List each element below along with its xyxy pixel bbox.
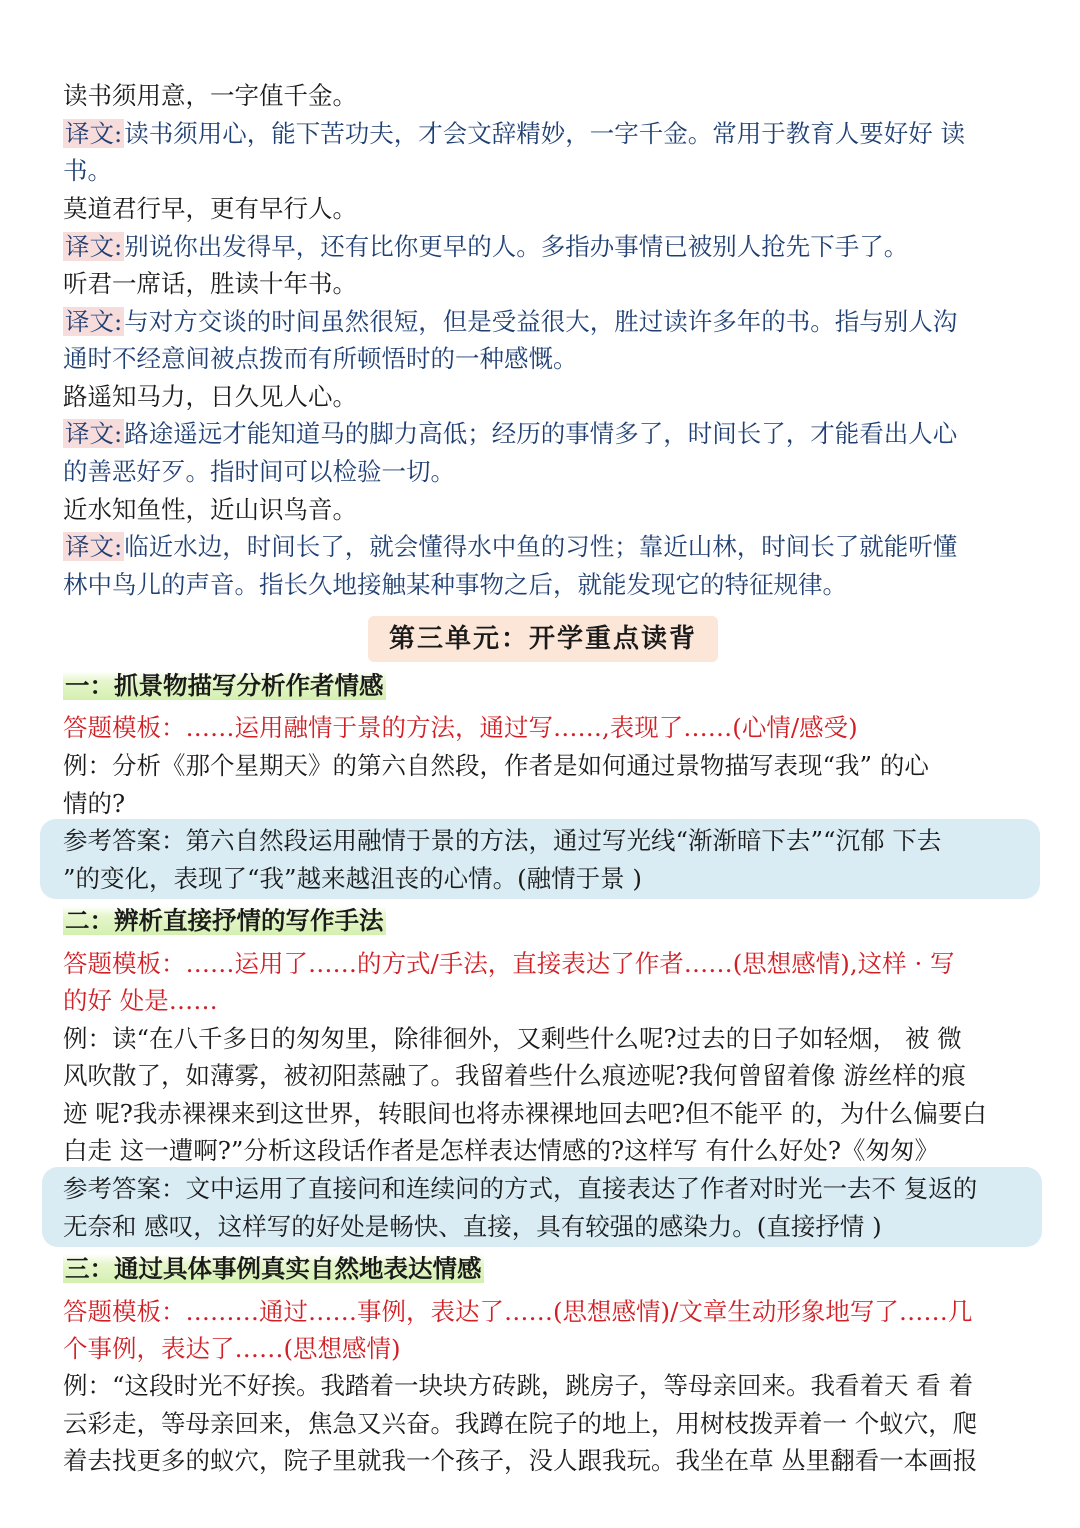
section-heading: 一：抓景物描写分析作者情感 [65,671,384,700]
translation-line: 译文:读书须用心，能下苦功夫，才会文辞精妙，一字千金。常用于教育人要好好 读 [65,119,966,148]
answer-template: 的好 处是…… [63,986,218,1015]
reference-answer-line: 参考答案：文中运用了直接问和连续问的方式，直接表达了作者对时光一去不 复返的 [63,1174,978,1203]
translation-label: 译文: [65,419,123,448]
translation-line: 林中鸟儿的声音。指长久地接触某种事物之后，就能发现它的特征规律。 [63,570,847,599]
proverb-line: 路遥知马力，日久见人心。 [63,382,357,411]
translation-line: 译文:与对方交谈的时间虽然很短，但是受益很大，胜过读许多年的书。指与别人沟 [65,307,958,336]
translation-line: 书。 [63,156,112,185]
translation-line: 的善恶好歹。指时间可以检验一切。 [63,457,455,486]
translation-line: 译文:别说你出发得早，还有比你更早的人。多指办事情已被别人抢先下手了。 [65,232,909,261]
translation-label: 译文: [65,532,123,561]
example-line: 迹 呢?我赤裸裸来到这世界，转眼间也将赤裸裸地回去吧?但不能平 的，为什么偏要白 [63,1099,987,1128]
example-line: 例：分析《那个星期天》的第六自然段，作者是如何通过景物描写表现“我” 的心 [63,751,929,780]
unit-title: 第三单元：开学重点读背 [368,616,718,662]
answer-template: 答题模板：………通过……事例，表达了……(思想感情)/文章生动形象地写了……几 [63,1297,973,1326]
example-line: 风吹散了，如薄雾，被初阳蒸融了。我留着些什么痕迹呢?我何曾留着像 游丝样的痕 [63,1061,966,1090]
example-line: 云彩走，等母亲回来，焦急又兴奋。我蹲在院子的地上，用树枝拨弄着一 个蚁穴，爬 [63,1409,978,1438]
translation-label: 译文: [65,232,123,261]
translation-label: 译文: [65,119,123,148]
answer-template: 个事例，表达了……(思想感情) [63,1334,401,1363]
answer-template: 答题模板：……运用了……的方式/手法，直接表达了作者……(思想感情),这样 · 写 [63,949,955,978]
reference-answer-line: 参考答案：第六自然段运用融情于景的方法，通过写光线“渐渐暗下去”“沉郁 下去 [63,826,942,855]
example-line: 例：读“在八千多日的匆匆里，除徘徊外，又剩些什么呢?过去的日子如轻烟， 被 微 [63,1024,962,1053]
example-line: 白走 这一遭啊?”分析这段话作者是怎样表达情感的?这样写 有什么好处?《匆匆》 [63,1136,940,1165]
example-line: 情的? [63,789,126,818]
example-line: 着去找更多的蚁穴，院子里就我一个孩子，没人跟我玩。我坐在草 丛里翻看一本画报 [63,1446,978,1475]
proverb-line: 读书须用意，一字值千金。 [63,81,357,110]
reference-answer-line: ”的变化，表现了“我”越来越沮丧的心情。(融情于景 ) [63,864,642,893]
translation-line: 译文:临近水边，时间长了，就会懂得水中鱼的习性；靠近山林，时间长了就能听懂 [65,532,958,561]
proverb-line: 近水知鱼性，近山识鸟音。 [63,495,357,524]
translation-line: 译文:路途遥远才能知道马的脚力高低；经历的事情多了，时间长了，才能看出人心 [65,419,958,448]
translation-label: 译文: [65,307,123,336]
section-heading: 三：通过具体事例真实自然地表达情感 [65,1254,482,1283]
example-line: 例：“这段时光不好挨。我踏着一块块方砖跳，跳房子，等母亲回来。我看着天 看 着 [63,1371,974,1400]
answer-template: 答题模板：……运用融情于景的方法，通过写……,表现了……(心情/感受) [63,713,858,742]
section-heading: 二：辨析直接抒情的写作手法 [65,906,384,935]
reference-answer-line: 无奈和 感叹，这样写的好处是畅快、直接，具有较强的感染力。(直接抒情 ) [63,1212,882,1241]
translation-line: 通时不经意间被点拨而有所顿悟时的一种感慨。 [63,344,578,373]
proverb-line: 听君一席话，胜读十年书。 [63,269,357,298]
proverb-line: 莫道君行早，更有早行人。 [63,194,357,223]
